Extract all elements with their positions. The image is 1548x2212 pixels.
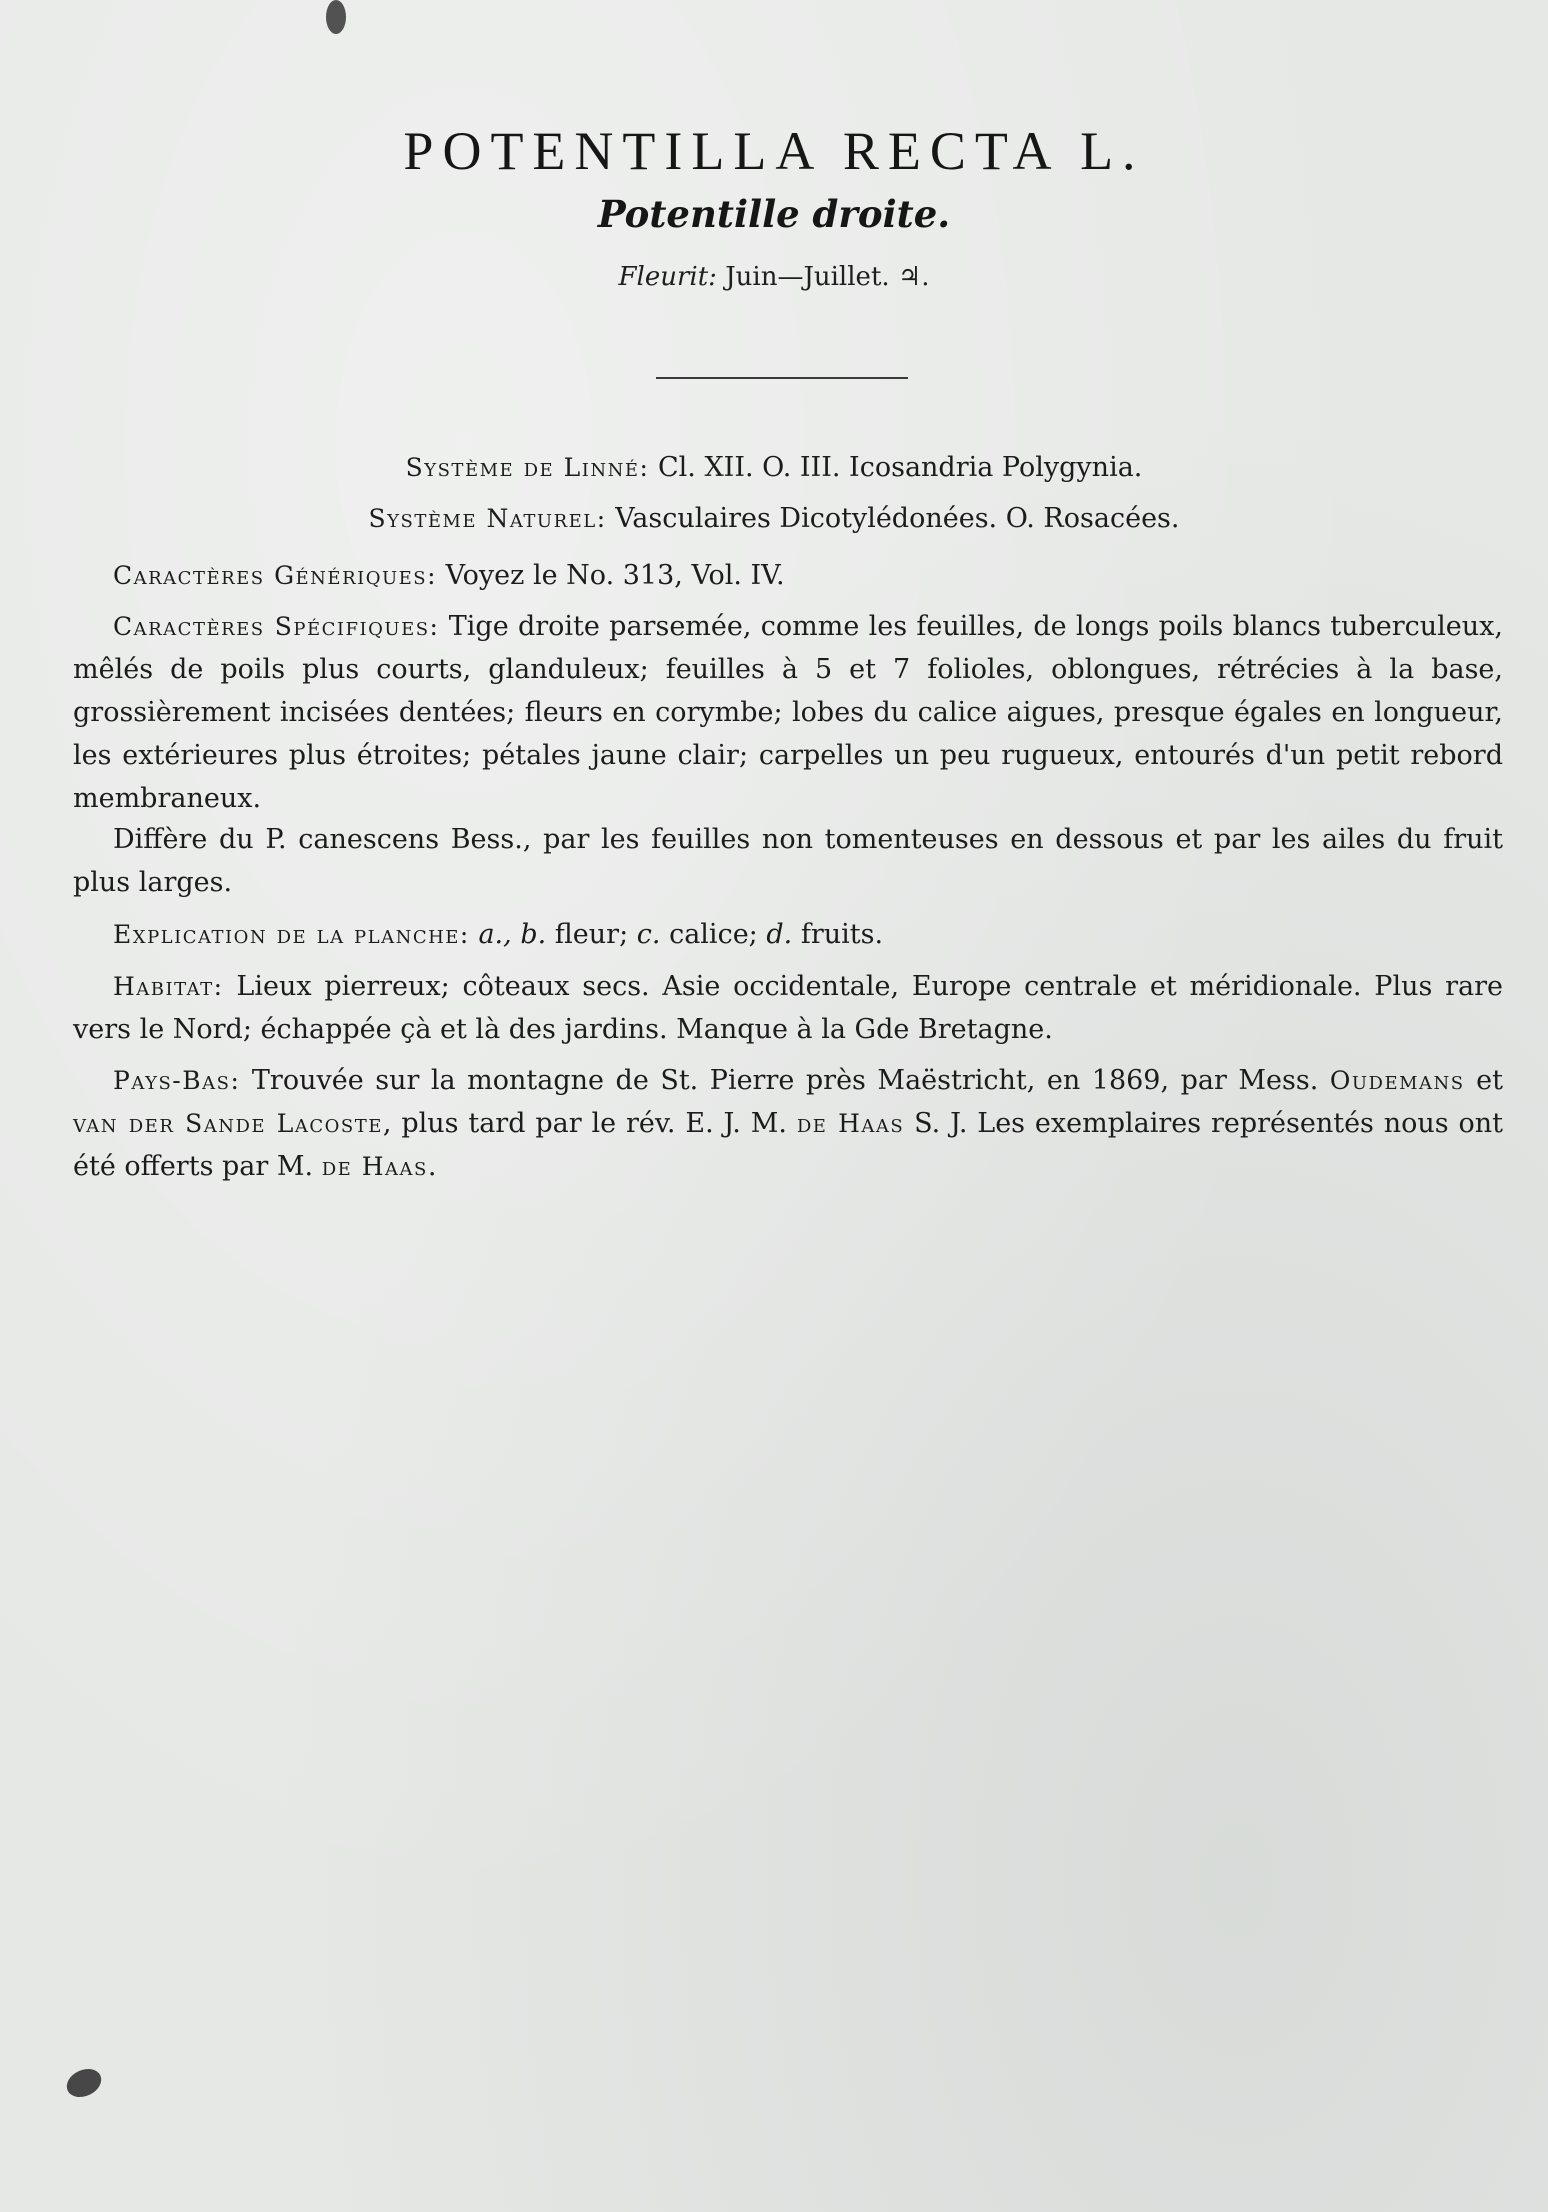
explanation-label: Explication de la planche: xyxy=(113,920,470,949)
page-subtitle: Potentille droite. xyxy=(597,192,951,236)
difference-text: Diffère du P. canescens Bess., par les feuilles non tomenteuses en dessous et par les ailes du fruit plus larges. xyxy=(73,824,1503,898)
natural-system-line xyxy=(0,503,1548,534)
specific-characters xyxy=(73,605,1503,820)
specific-label: Caractères Spécifiques: xyxy=(113,612,440,641)
flowering-line xyxy=(0,262,1548,292)
flowering-value: Juin—Juillet. ♃. xyxy=(725,262,930,292)
generic-value: Voyez le No. 313, Vol. IV. xyxy=(445,560,785,591)
netherlands-paragraph xyxy=(73,1059,1503,1188)
paysbas-text-4: S. J. Les exemplaires représentés nous ont été offerts par M. xyxy=(73,1108,1504,1182)
paysbas-name-lacoste: van der Sande Lacoste xyxy=(73,1109,383,1138)
paysbas-text-2: et xyxy=(1476,1065,1503,1096)
plate-explanation xyxy=(73,913,1503,956)
explanation-d-text: fruits. xyxy=(800,919,884,950)
paysbas-label: Pays-Bas: xyxy=(113,1066,241,1095)
explanation-c: c. xyxy=(636,919,661,950)
paysbas-text-1: Trouvée sur la montagne de St. Pierre près Maëstricht, en 1869, par Mess. xyxy=(251,1065,1319,1096)
explanation-a: a., xyxy=(478,919,512,950)
title-divider xyxy=(656,377,908,379)
habitat-paragraph xyxy=(73,965,1503,1051)
ink-smudge-bottom xyxy=(62,2064,106,2103)
paysbas-name-haas-2: de Haas xyxy=(321,1152,428,1181)
generic-label: Caractères Génériques: xyxy=(113,561,438,590)
linne-label: Système de Linné: xyxy=(405,453,650,482)
paysbas-name-oudemans: Oudemans xyxy=(1329,1066,1465,1095)
paysbas-name-haas-1: de Haas xyxy=(796,1109,905,1138)
linne-value: Cl. XII. O. III. Icosandria Polygynia. xyxy=(657,452,1143,483)
naturel-value: Vasculaires Dicotylédonées. O. Rosacées. xyxy=(615,503,1180,534)
page-title: POTENTILLA RECTA L. xyxy=(403,121,1145,181)
explanation-b-text: fleur; xyxy=(554,919,629,950)
explanation-b: b. xyxy=(520,919,547,950)
habitat-label: Habitat: xyxy=(113,972,224,1001)
generic-characters xyxy=(73,554,1503,597)
flowering-label: Fleurit: xyxy=(618,262,717,292)
explanation-c-text: calice; xyxy=(669,919,758,950)
linne-system-line xyxy=(0,452,1548,483)
paysbas-text-3: , plus tard par le rév. E. J. M. xyxy=(382,1108,787,1139)
ink-smudge-top xyxy=(326,0,346,34)
specific-value: Tige droite parsemée, comme les feuilles, de longs poils blancs tuberculeux, mêlés de poils plus courts, glanduleux; feuilles à 5 et 7 folioles, oblongues, rétrécies à la base, grossièrement incisées dentées; fleurs en corymbe; lobes du calice aigues, presque égales en longueur, les extérieures plus étroites; pétales jaune clair; carpelles un peu rugueux, entourés d'un petit rebord membraneux. xyxy=(73,611,1503,814)
explanation-d: d. xyxy=(766,919,793,950)
habitat-value: Lieux pierreux; côteaux secs. Asie occidentale, Europe centrale et méridionale. Plus rare vers le Nord; échappée çà et là des jardins. Manque à la Gde Bretagne. xyxy=(73,971,1504,1045)
naturel-label: Système Naturel: xyxy=(368,504,607,533)
difference-paragraph xyxy=(73,818,1503,904)
paysbas-text-5: . xyxy=(427,1151,437,1182)
